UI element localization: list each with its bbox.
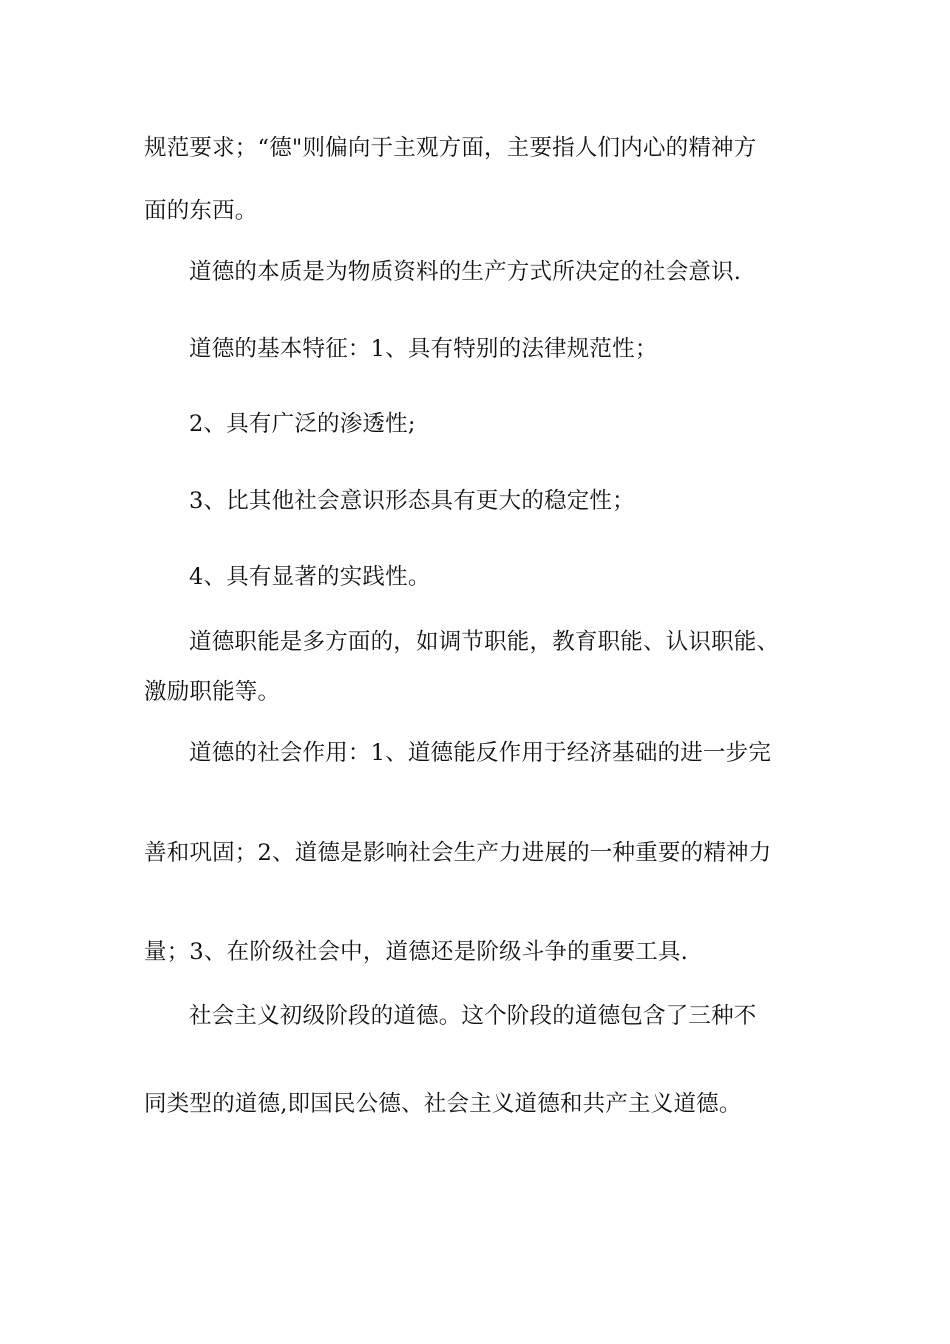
text-line: 量；3、在阶级社会中，道德还是阶级斗争的重要工具. bbox=[144, 939, 688, 965]
text-line: 道德的基本特征：1、具有特别的法律规范性； bbox=[189, 336, 658, 362]
text-line: 道德的社会作用：1、道德能反作用于经济基础的进一步完 bbox=[189, 740, 772, 766]
text-line: 道德的本质是为物质资料的生产方式所决定的社会意识. bbox=[189, 259, 742, 285]
text-line: 4、具有显著的实践性。 bbox=[189, 564, 431, 590]
text-line: 面的东西。 bbox=[144, 198, 258, 224]
text-line: 社会主义初级阶段的道德。这个阶段的道德包含了三种不 bbox=[189, 1003, 757, 1029]
text-line: 善和巩固；2、道德是影响社会生产力进展的一种重要的精神力 bbox=[144, 840, 772, 866]
text-line: 激励职能等。 bbox=[144, 679, 281, 705]
text-line: 规范要求；“德"则偏向于主观方面，主要指人们内心的精神方 bbox=[144, 135, 757, 161]
text-line: 2、具有广泛的渗透性; bbox=[189, 411, 416, 437]
text-line: 同类型的道德,即国民公德、社会主义道德和共产主义道德。 bbox=[144, 1091, 742, 1117]
text-line: 3、比其他社会意识形态具有更大的稳定性； bbox=[189, 488, 635, 514]
text-line: 道德职能是多方面的，如调节职能，教育职能、认识职能、 bbox=[189, 629, 780, 655]
